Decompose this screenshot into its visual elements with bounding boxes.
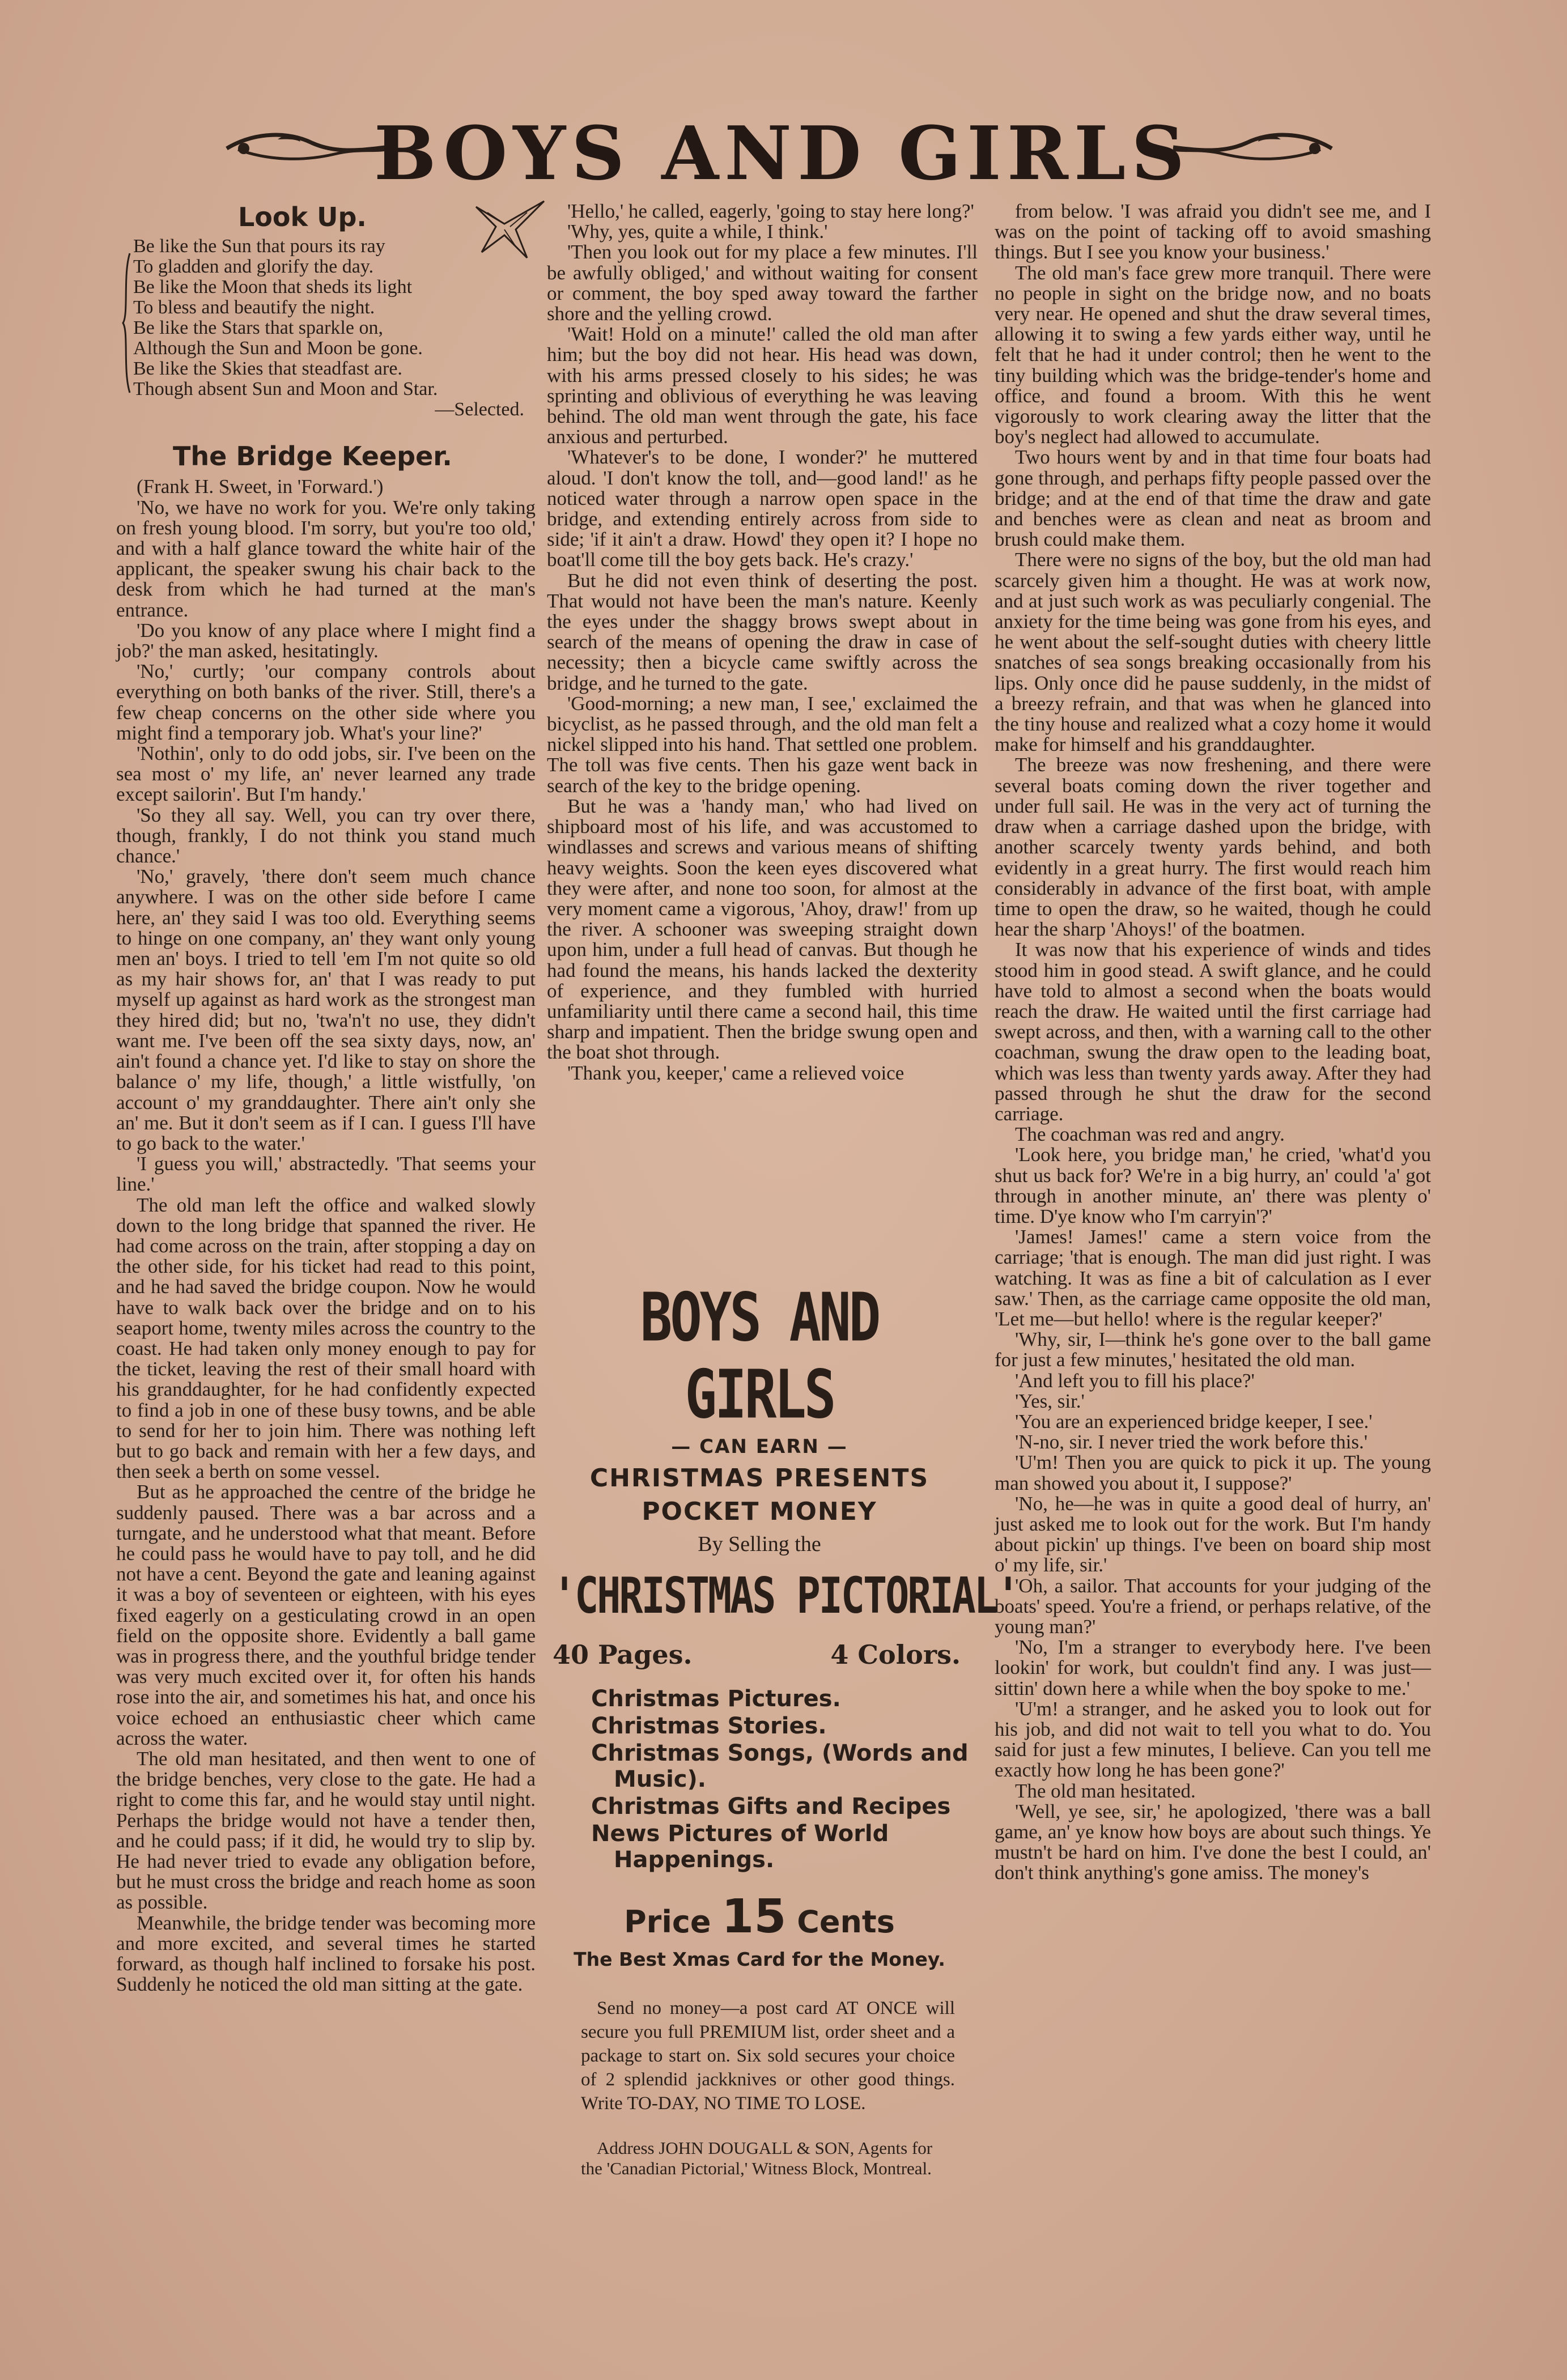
ad-feature: Christmas Stories. [591,1713,827,1739]
ad-price-number: 15 [721,1890,787,1944]
column-3-body [995,201,1431,1884]
ad-colors: 4 Colors. [830,1639,961,1670]
story-paragraph: 'Oh, a sailor. That accounts for your judging of the boats' speed. You're a friend, or perhaps relative, of the young man?' [995,1574,1431,1638]
poem-line: Be like the Moon that sheds its light [133,277,413,298]
story-paragraph: But as he approached the centre of the bridge he suddenly paused. There was a bar across and a turngate, and he understood what that meant. Before he could pass he would have to pay toll, and he did not have a cent. Beyond the gate and leaning against it was a boy of seventeen or eighteen, with his eyes fixed eagerly on a gesticulating crowd in an open field on the opposite shore. Evidently a ball game was in progress there, and the youthful bridge tender was very much excited over it, for often his hands rose into the air, and sometimes his hat, and once his voice echoed an enthusiastic cheer which came across the water. [116,1481,536,1749]
poem-signature: —Selected. [435,399,524,420]
story-paragraph: 'Whatever's to be done, I wonder?' he muttered aloud. 'I don't know the toll, and—good land!' as he noticed water through a narrow open space in the bridge, and extending entirely across from side to side; 'if it ain't a draw. Howd' they open it? I hope no boat'll come till the boy gets back. He's crazy.' [547,446,978,571]
ad-headline: BOYS AND GIRLS [640,1279,879,1434]
poem-line: Though absent Sun and Moon and Star. [133,379,438,400]
story-paragraph: 'No, we have no work for you. We're only taking on fresh young blood. I'm sorry, but you're too old,' and with a half glance toward the white hair of the applicant, the speaker swung his chair back to the desk from which he had turned at the man's entrance. [116,496,536,621]
story-paragraph: The breeze was now freshening, and there were several boats coming down the river together and under full sail. He was in the very act of turning the draw when a carriage dashed upon the bridge, with another scarcely twenty yards behind, and both evidently in a great hurry. The first would reach him considerably in advance of the first boat, with ample time to open the draw, so he waited, though he could hear the sharp 'Ahoys!' of the boatmen. [995,754,1431,941]
story-paragraph: 'U'm! a stranger, and he asked you to look out for his job, and did not wait to tell you what to do. You said for just a few minutes, I believe. Can you tell me exactly how long he has been gone?' [995,1697,1431,1782]
story-paragraph: It was now that his experience of winds and tides stood him in good stead. A swift glance, and he could have told to almost a second when the boats would reach the draw. He waited until the first carriage had swept across, and then, with a warning call to the other coachman, swung the draw open to the leading boat, which was less than twenty yards away. After they had passed through he shut the draw for the second carriage. [995,938,1431,1125]
ad-feature: Christmas Gifts and Recipes [591,1794,951,1820]
ad-pictorial-title: 'CHRISTMAS PICTORIAL' [553,1566,1019,1625]
right-flourish-ornament [1167,126,1337,171]
story-paragraph: But he did not even think of deserting the post. That would not have been the man's nature. Keenly the eyes under the shaggy brows swept about in search of the means of opening the draw in case of necessity; then a bicycle came swiftly across the bridge, and he turned to the gate. [547,569,978,694]
poem-line: To gladden and glorify the day. [133,256,374,278]
story-paragraph: 'Look here, you bridge man,' he cried, 'what'd you shut us back for? We're in a big hurry, an' could 'a' got through in another minute, an' there was plenty o' time. D'ye know who I'm carryin'?' [995,1144,1431,1227]
story-paragraph: 'No,' gravely, 'there don't seem much chance anywhere. I was on the other side before I came here, an' they said I was too old. Everything seems to hinge on one company, an' they want only young men an' boys. I tried to tell 'em I'm not quite so old as my hair shows for, an' that I was ready to put myself up against as hard work as the strongest man they hired did; but no, 'twa'n't no use, they didn't want me. I've been off the sea sixty days, now, an' ain't found a chance yet. I'd like to stay on shore the balance o' my life, though,' a little wistfully, 'on account o' my granddaughter. There ain't only she an' me. But it don't seem as if I can. I guess I'll have to go back to the water.' [116,865,536,1154]
story-paragraph: 'Good-morning; a new man, I see,' exclaimed the bicyclist, as he passed through, and the old man felt a nickel slipped into his hand. That settled one problem. The toll was five cents. Then his gaze went back in search of the key to the bridge opening. [547,692,978,797]
ad-can-earn: — CAN EARN — [671,1435,848,1458]
story-paragraph: Two hours went by and in that time four boats had gone through, and perhaps fifty people passed over the bridge; and at the end of that time the draw and gate and benches were as clean and neat as broom and brush could make them. [995,446,1431,551]
story-paragraph: 'Do you know of any place where I might find a job?' the man asked, hesitatingly. [116,619,536,662]
ad-send-text: Send no money—a post card AT ONCE will secure you full PREMIUM list, order sheet and a package to start on. Six sold secures your choice of 2 splendid jackknives or other good things. Write TO-DAY, NO TIME TO LOSE. [581,1998,955,2114]
poem [133,236,536,420]
story-paragraph: 'You are an experienced bridge keeper, I see.' [1015,1410,1373,1433]
story-paragraph: from below. 'I was afraid you didn't see me, and I was on the point of tacking off to avoid smashing things. But I see you know your business.' [995,200,1431,264]
column-1 [116,202,536,1996]
column-2 [547,201,978,1083]
masthead-title: BOYS AND GIRLS [373,109,1191,197]
story-paragraph: 'Then you look out for my place a few minutes. I'll be awfully obliged,' and without waiting for consent or comment, the boy sped away toward the farther shore and the yelling crowd. [547,241,978,325]
story-paragraph: 'So they all say. Well, you can try over there, though, frankly, I do not think you stand much chance.' [116,804,536,868]
ad-pages-colors [553,1639,966,1670]
story-paragraph: The old man hesitated, and then went to one of the bridge benches, very close to the gate. He had a right to come this far, and he would stay until night. Perhaps the bridge would not have a tender then, and he could pass; if it did, he would try to slip by. He had never tried to evade any obligation before, but he must cross the bridge and reach home as soon as possible. [116,1748,536,1914]
story-paragraph: 'James! James!' came a stern voice from the carriage; 'that is enough. The man did just right. I was watching. It was as fine a bit of calculation as I ever saw.' Then, as the carriage came opposite the old man, 'Let me—but hello! where is the regular keeper?' [995,1226,1431,1330]
christmas-pictorial-advertisement [553,1279,1019,2179]
story-paragraph: The coachman was red and angry. [1015,1123,1285,1146]
ad-price-unit: Cents [797,1904,895,1940]
story-paragraph: 'No, he—he was in quite a good deal of hurry, an' just asked me to look out for the work. But I'm handy about pickin' up things. I've been on board ship most o' my life, sir.' [995,1492,1431,1576]
ad-pocket-money: POCKET MONEY [642,1497,877,1526]
story-paragraph: But he was a 'handy man,' who had lived on shipboard most of his life, and was accustomed to windlasses and screws and various means of shifting heavy weights. Soon the keen eyes discovered what they were after, and none too soon, for almost at the very moment came a vigorous, 'Ahoy, draw!' from up the river. A schooner was sweeping straight down upon him, under a full head of canvas. But though he had found the means, his hands lacked the dexterity of experience, and they fumbled with hurried unfamiliarity until there came a second hail, this time sharp and impatient. Then the bridge swung open and the boat shot through. [547,794,978,1064]
story-paragraph: The old man left the office and walked slowly down to the long bridge that spanned the river. He had come across on the train, after stopping a day on the other side, for his ticket had read to this point, and he had saved the bridge coupon. Now he would have to walk back over the bridge and on to his seaport home, twenty miles across the country to the coast. He had taken only money enough to pay for the ticket, leaving the rest of their small hoard with his granddaughter, for he had confidently expected to find a job in one of these busy towns, and be able to send for her to join him. There was nothing left but to go back and remain with her a few days, and then seek a berth on some vessel. [116,1193,536,1483]
story-paragraph: 'U'm! Then you are quick to pick it up. The young man showed you about it, I suppose?' [995,1451,1431,1494]
story-paragraph: 'I guess you will,' abstractedly. 'That seems your line.' [116,1153,536,1196]
poem-line: Although the Sun and Moon be gone. [133,338,423,359]
ad-by-selling: By Selling the [698,1532,821,1556]
story-title: The Bridge Keeper. [173,441,452,472]
story-paragraph: 'Thank you, keeper,' came a relieved voice [567,1061,904,1084]
ad-pages: 40 Pages. [553,1639,693,1670]
story-paragraph: 'No, I'm a stranger to everybody here. I've been lookin' for work, but couldn't find any. I was just—sittin' down here a while when the boy spoke to me.' [995,1636,1431,1699]
poem-line: To bless and beautify the night. [133,297,375,318]
story-paragraph: 'N-no, sir. I never tried the work before this.' [1015,1431,1368,1454]
story-paragraph: 'Wait! Hold on a minute!' called the old man after him; but the boy did not hear. His head was down, with his arms pressed closely to his sides; he was sprinting and oblivious of everything he was leaving behind. The old man went through the gate, his face anxious and perturbed. [547,323,978,448]
story-paragraph: 'Well, ye see, sir,' he apologized, 'there was a ball game, an' ye know how boys are about such things. Ye mustn't be hard on him. I've done the best I could, an' don't think anything's gone amiss. The money's [995,1800,1431,1884]
column-2-body [547,201,978,1083]
ad-address: Address JOHN DOUGALL & SON, Agents for the 'Canadian Pictorial,' Witness Block, Montreal. [581,2138,933,2178]
column-3 [995,201,1431,1884]
ad-feature: Christmas Pictures. [591,1686,841,1712]
story-paragraph: 'And left you to fill his place?' [1015,1369,1255,1392]
story-paragraph: There were no signs of the boy, but the old man had scarcely given him a thought. He was at work now, and at just such work as was peculiarly congenial. The anxiety for the time being was gone from his eyes, and he went about the self-sought duties with cheery little snatches of sea songs breaking occasionally from his lips. Only once did he pause suddenly, in the midst of a breezy refrain, and that was when he glanced into the tiny house and realized what a cozy home it would make for himself and his granddaughter. [995,549,1431,756]
story-paragraph: 'Why, sir, I—think he's gone over to the ball game for just a few minutes,' hesitated the old man. [995,1328,1431,1371]
ad-price [553,1890,966,1944]
story-byline: (Frank H. Sweet, in 'Forward.') [137,475,384,498]
poem-bracket [121,252,132,394]
story-paragraph: The old man's face grew more tranquil. There were no people in sight on the bridge now, and no boats very near. He opened and shut the draw several times, allowing it to swing a few yards either way, until he felt that he had it under control; then he went to the tiny building which was the bridge-tender's home and office, and found a broom. With this he went vigorously to work clearing away the litter that the boy's neglect had allowed to accumulate. [995,261,1431,448]
story-paragraph: The old man hesitated. [1015,1779,1196,1802]
poem-title: Look Up. [238,202,367,232]
ad-christmas-presents: CHRISTMAS PRESENTS [589,1464,929,1493]
ad-feature: Christmas Songs, (Words and Music). [591,1740,969,1792]
column-1-body [116,498,536,1995]
ad-price-label: Price [624,1904,711,1940]
story-paragraph: 'Yes, sir.' [1015,1389,1085,1412]
story-paragraph: 'Nothin', only to do odd jobs, sir. I've been on the sea most o' my life, an' never learned any trade except sailorin'. But I'm handy.' [116,742,536,806]
story-paragraph: 'Hello,' he called, eagerly, 'going to stay here long?' [567,200,974,222]
poem-line: Be like the Sun that pours its ray [133,236,385,257]
story-paragraph: 'Why, yes, quite a while, I think.' [567,220,828,243]
ad-feature: News Pictures of World Happenings. [591,1821,889,1873]
poem-line: Be like the Skies that steadfast are. [133,358,402,380]
ad-xmas-card: The Best Xmas Card for the Money. [574,1948,945,1970]
poem-line: Be like the Stars that sparkle on, [133,317,383,339]
story-paragraph: 'No,' curtly; 'our company controls about everything on both banks of the river. Still, there's a few cheap concerns on the other side where you might find a temporary job. What's your line?' [116,660,536,744]
story-paragraph: Meanwhile, the bridge tender was becoming more and more excited, and several times he started forward, as though half inclined to forsake his post. Suddenly he noticed the old man sitting at the gate. [116,1911,536,1996]
